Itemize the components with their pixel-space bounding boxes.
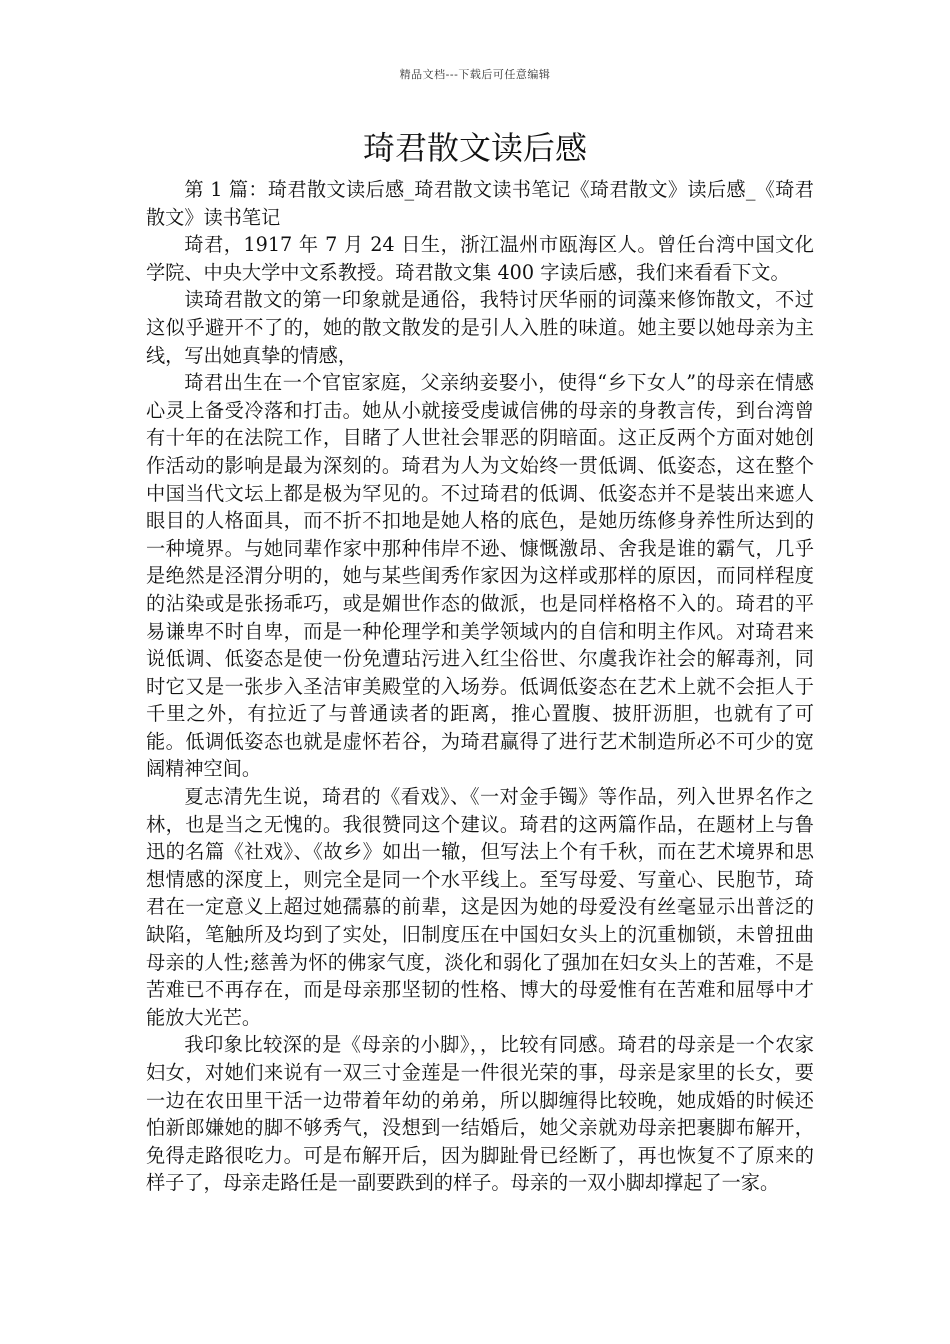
paragraph-1: 琦君，1917 年 7 月 24 日生，浙江温州市瓯海区人。曾任台湾中国文化学院、中央大学中文系教授。琦君散文集 400 字读后感，我们来看看下文。 [146, 233, 814, 284]
paragraph-3: 琦君出生在一个官宦家庭，父亲纳妾娶小，使得“乡下女人”的母亲在情感心灵上备受冷落和打击。她从小就接受虔诚信佛的母亲的身教言传，到台湾曾有十年的在法院工作，目睹了人世社会罪恶的阴暗面。这正反两个方面对她创作活动的影响是最为深刻的。琦君为人为文始终一贯低调、低姿态，这在整个中国当代文坛上都是极为罕见的。不过琦君的低调、低姿态并不是装出来遮人眼目的人格面具，而不折不扣地是她人格的底色，是她历练修身养性所达到的一种境界。与她同辈作家中那种伟岸不逊、慷慨激昂、舍我是谁的霸气，几乎是绝然是泾渭分明的，她与某些闺秀作家因为这样或那样的原因，而同样程度的沾染或是张扬乖巧，或是媚世作态的做派，也是同样格格不入的。琦君的平易谦卑不时自卑，而是一种伦理学和美学领域内的自信和明主作风。对琦君来说低调、低姿态是使一份免遭玷污进入红尘俗世、尔虞我诈社会的解毒剂，同时它又是一张步入圣洁审美殿堂的入场券。低调低姿态在艺术上就不会拒人于千里之外，有拉近了与普通读者的距离，推心置腹、披肝沥胆，也就有了可能。低调低姿态也就是虚怀若谷，为琦君赢得了进行艺术制造所必不可少的宽阔精神空间。 [146, 371, 814, 781]
paragraph-4: 夏志清先生说，琦君的《看戏》、《一对金手镯》等作品，列入世界名作之林，也是当之无愧的。我很赞同这个建议。琦君的这两篇作品，在题材上与鲁迅的名篇《社戏》、《故乡》如出一辙，但写法上个有千秋，而在艺术境界和思想情感的深度上，则完全是同一个水平线上。至写母爱、写童心、民胞节，琦君在一定意义上超过她孺慕的前辈，这是因为她的母爱没有丝毫显示出普泛的缺陷，笔触所及均到了实处，旧制度压在中国妇女头上的沉重枷锁，未曾扭曲母亲的人性;慈善为怀的佛家气度，淡化和弱化了强加在妇女头上的苦难，不是苦难已不再存在，而是母亲那坚韧的性格、博大的母爱惟有在苦难和屈辱中才能放大光芒。 [146, 785, 814, 1029]
document-subtitle: 第 1 篇：琦君散文读后感_琦君散文读书笔记《琦君散文》读后感_《琦君散文》读书笔记 [146, 178, 814, 229]
document-title: 琦君散文读后感 [362, 129, 587, 167]
document-body [146, 176, 814, 1197]
page-header-note: 精品文档---下载后可任意编辑 [399, 68, 551, 81]
paragraph-2: 读琦君散文的第一印象就是通俗，我特讨厌华丽的词藻来修饰散文，不过这似乎避开不了的，她的散文散发的是引人入胜的味道。她主要以她母亲为主线，写出她真挚的情感， [146, 288, 814, 367]
paragraph-5: 我印象比较深的是《母亲的小脚》，，比较有同感。琦君的母亲是一个农家妇女，对她们来说有一双三寸金莲是一件很光荣的事，母亲是家里的长女，要一边在农田里干活一边带着年幼的弟弟，所以脚缠得比较晚，她成婚的时候还怕新郎嫌她的脚不够秀气，没想到一结婚后，她父亲就劝母亲把裹脚布解开，免得走路很吃力。可是布解开后，因为脚趾骨已经断了，再也恢复不了原来的样子了，母亲走路任是一副要跌到的样子。母亲的一双小脚却撑起了一家。 [146, 1033, 814, 1195]
